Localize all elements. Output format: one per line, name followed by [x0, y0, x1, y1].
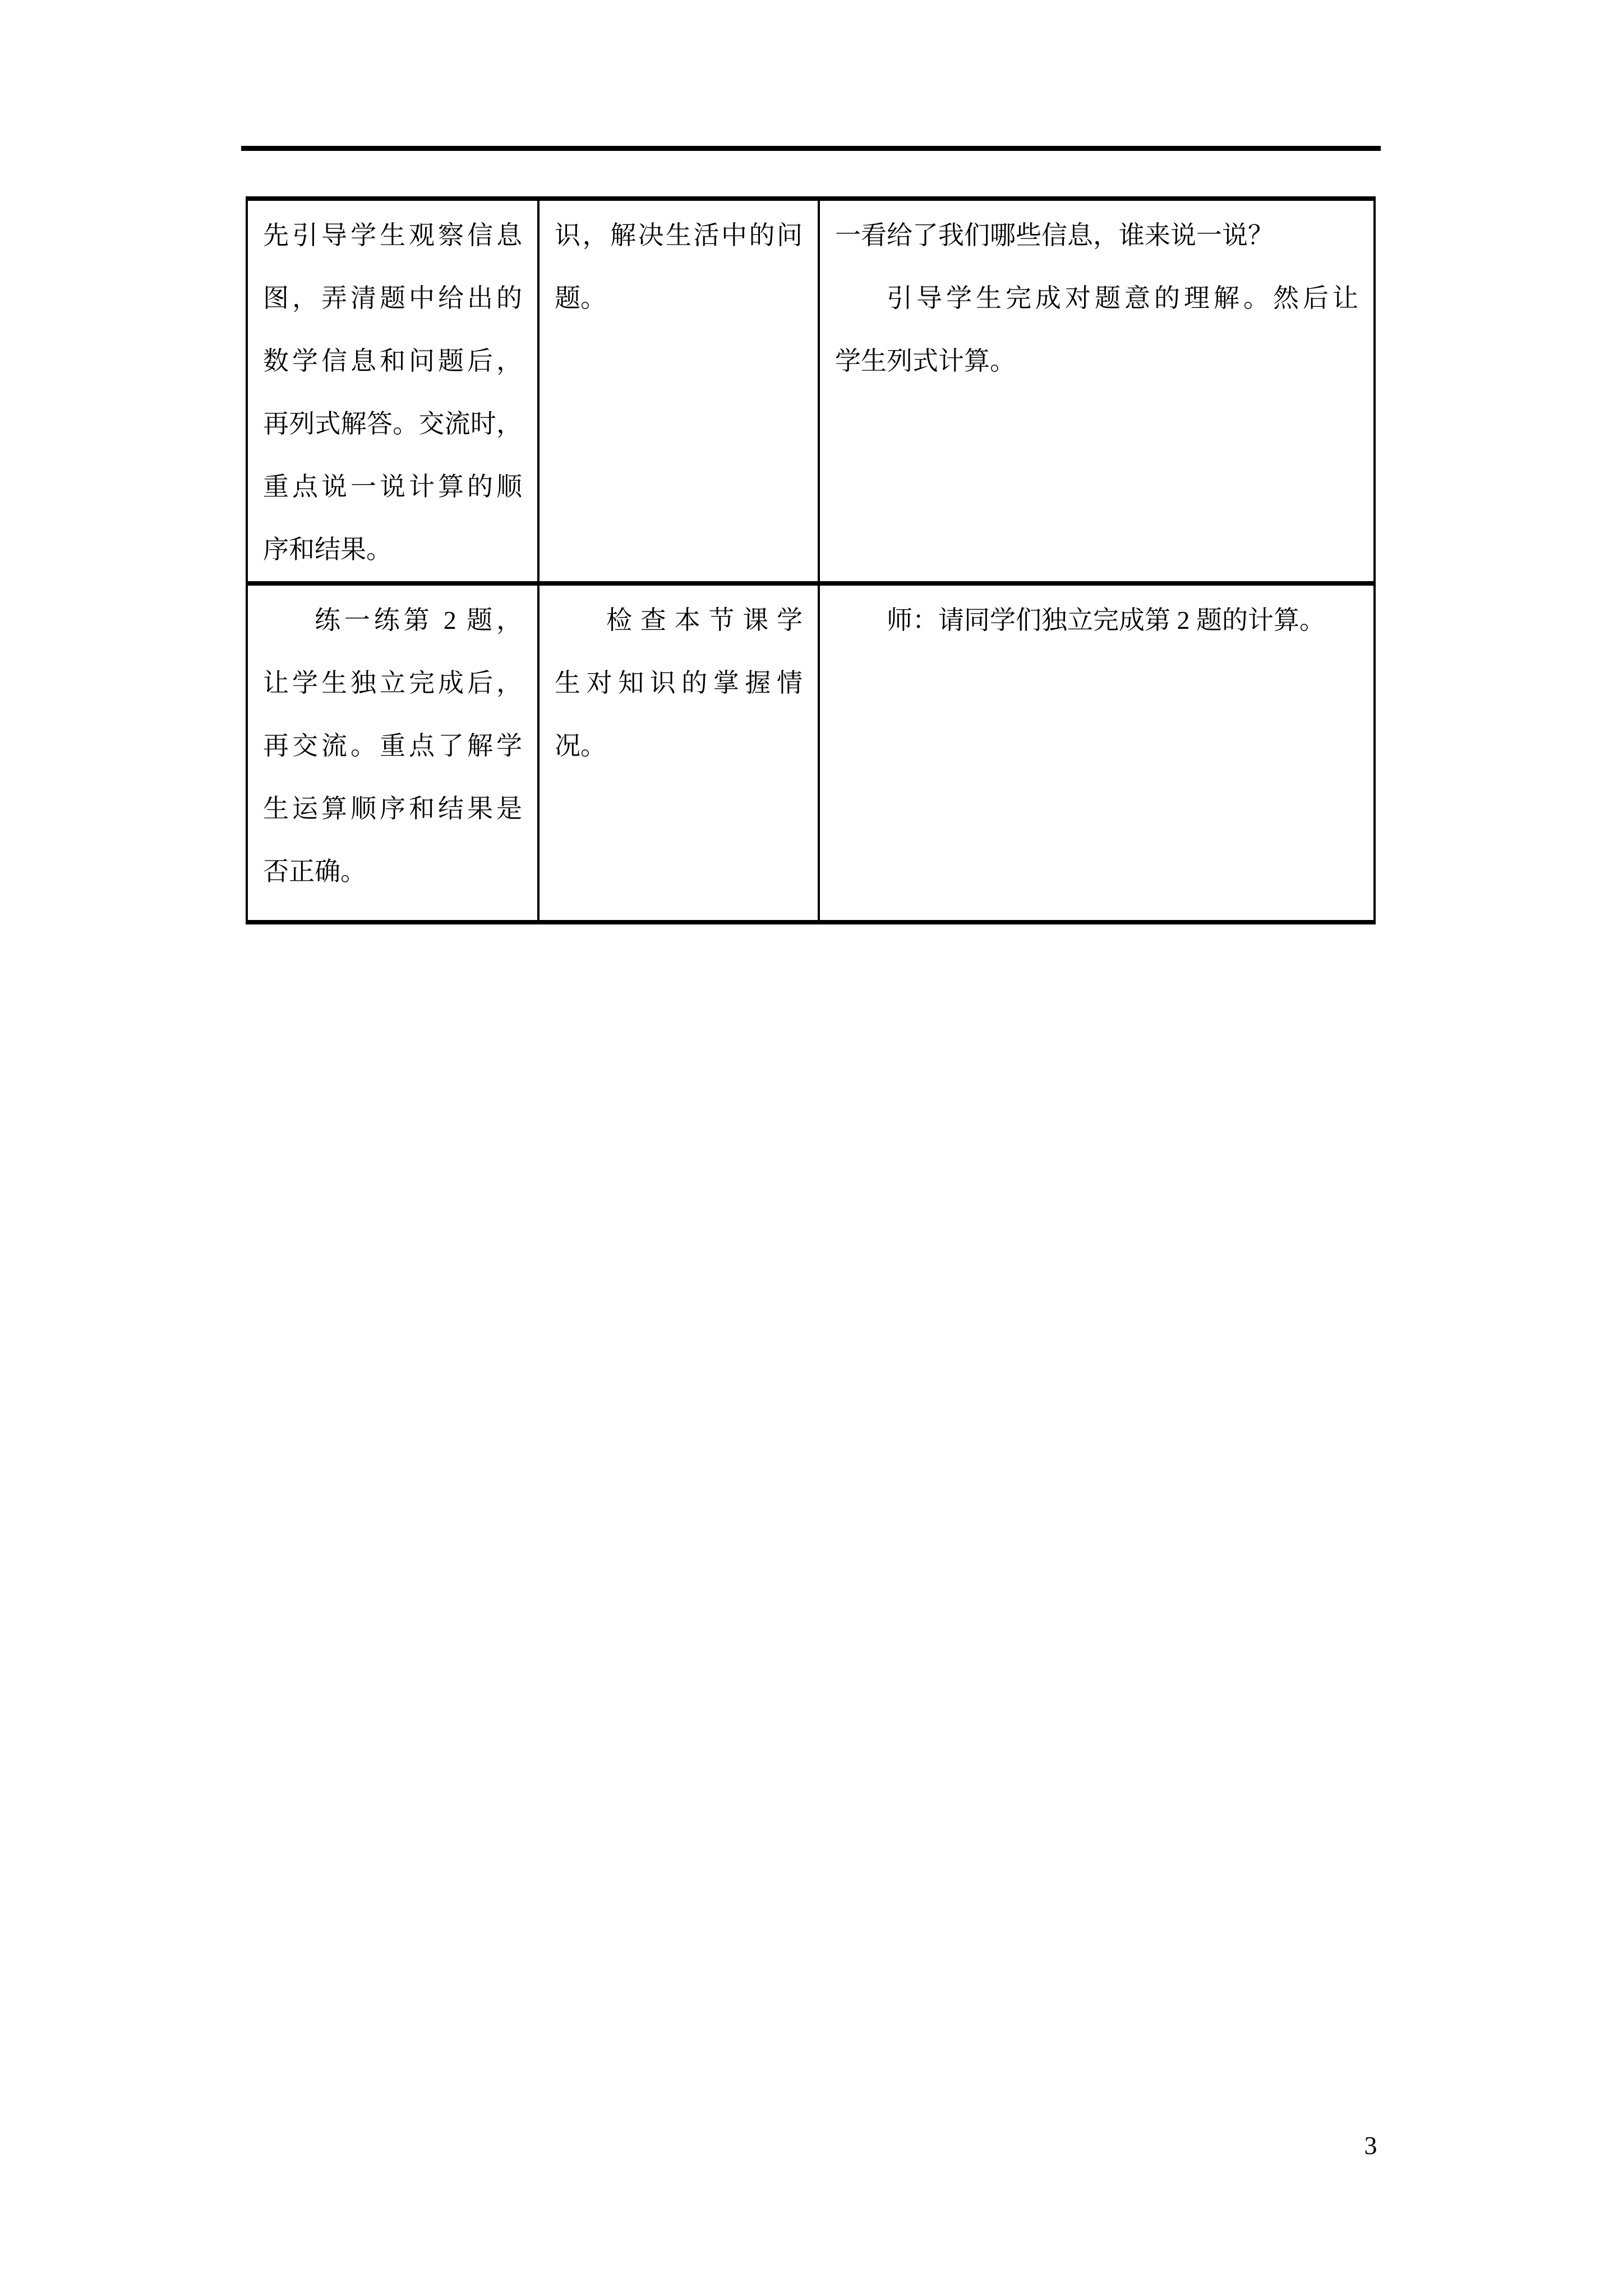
text-line: 数学信息和问题后，	[263, 347, 522, 375]
text-line: 一看给了我们哪些信息，谁来说一说？	[835, 221, 1274, 250]
text-line: 重点说一说计算的顺	[263, 472, 522, 501]
text-line: 练一练第 2 题，	[315, 606, 522, 634]
page-number: 3	[1364, 2131, 1377, 2160]
text-line: 引导学生完成对题意的理解。然后让	[887, 284, 1358, 312]
text-line: 生对知识的掌握情	[555, 669, 803, 697]
text-line: 识，解决生活中的问	[555, 221, 803, 250]
text-line: 检查本节课学	[606, 606, 803, 634]
text-line: 再列式解答。交流时，	[263, 409, 522, 438]
lesson-plan-table	[246, 196, 1376, 924]
table-cell-r1c2	[538, 199, 819, 583]
header-rule	[241, 146, 1381, 151]
text-line: 生运算顺序和结果是	[263, 794, 522, 823]
table-cell-r2c1	[247, 583, 538, 922]
text-line: 况。	[555, 731, 606, 760]
text-line: 先引导学生观察信息	[263, 221, 522, 250]
text-line: 让学生独立完成后，	[263, 669, 522, 697]
table-cell-r2c2	[538, 583, 819, 922]
table-cell-r2c3	[819, 583, 1375, 922]
text-line: 序和结果。	[263, 535, 392, 564]
text-line: 题。	[555, 284, 606, 312]
text-line: 否正确。	[263, 857, 366, 886]
table-row	[247, 583, 1375, 922]
text-line: 再交流。重点了解学	[263, 731, 522, 760]
text-line: 图，弄清题中给出的	[263, 284, 522, 312]
table-cell-r1c1	[247, 199, 538, 583]
table-row	[247, 199, 1375, 583]
text-line: 学生列式计算。	[835, 347, 1016, 375]
text-line: 师：请同学们独立完成第 2 题的计算。	[887, 606, 1325, 634]
table-cell-r1c3	[819, 199, 1375, 583]
